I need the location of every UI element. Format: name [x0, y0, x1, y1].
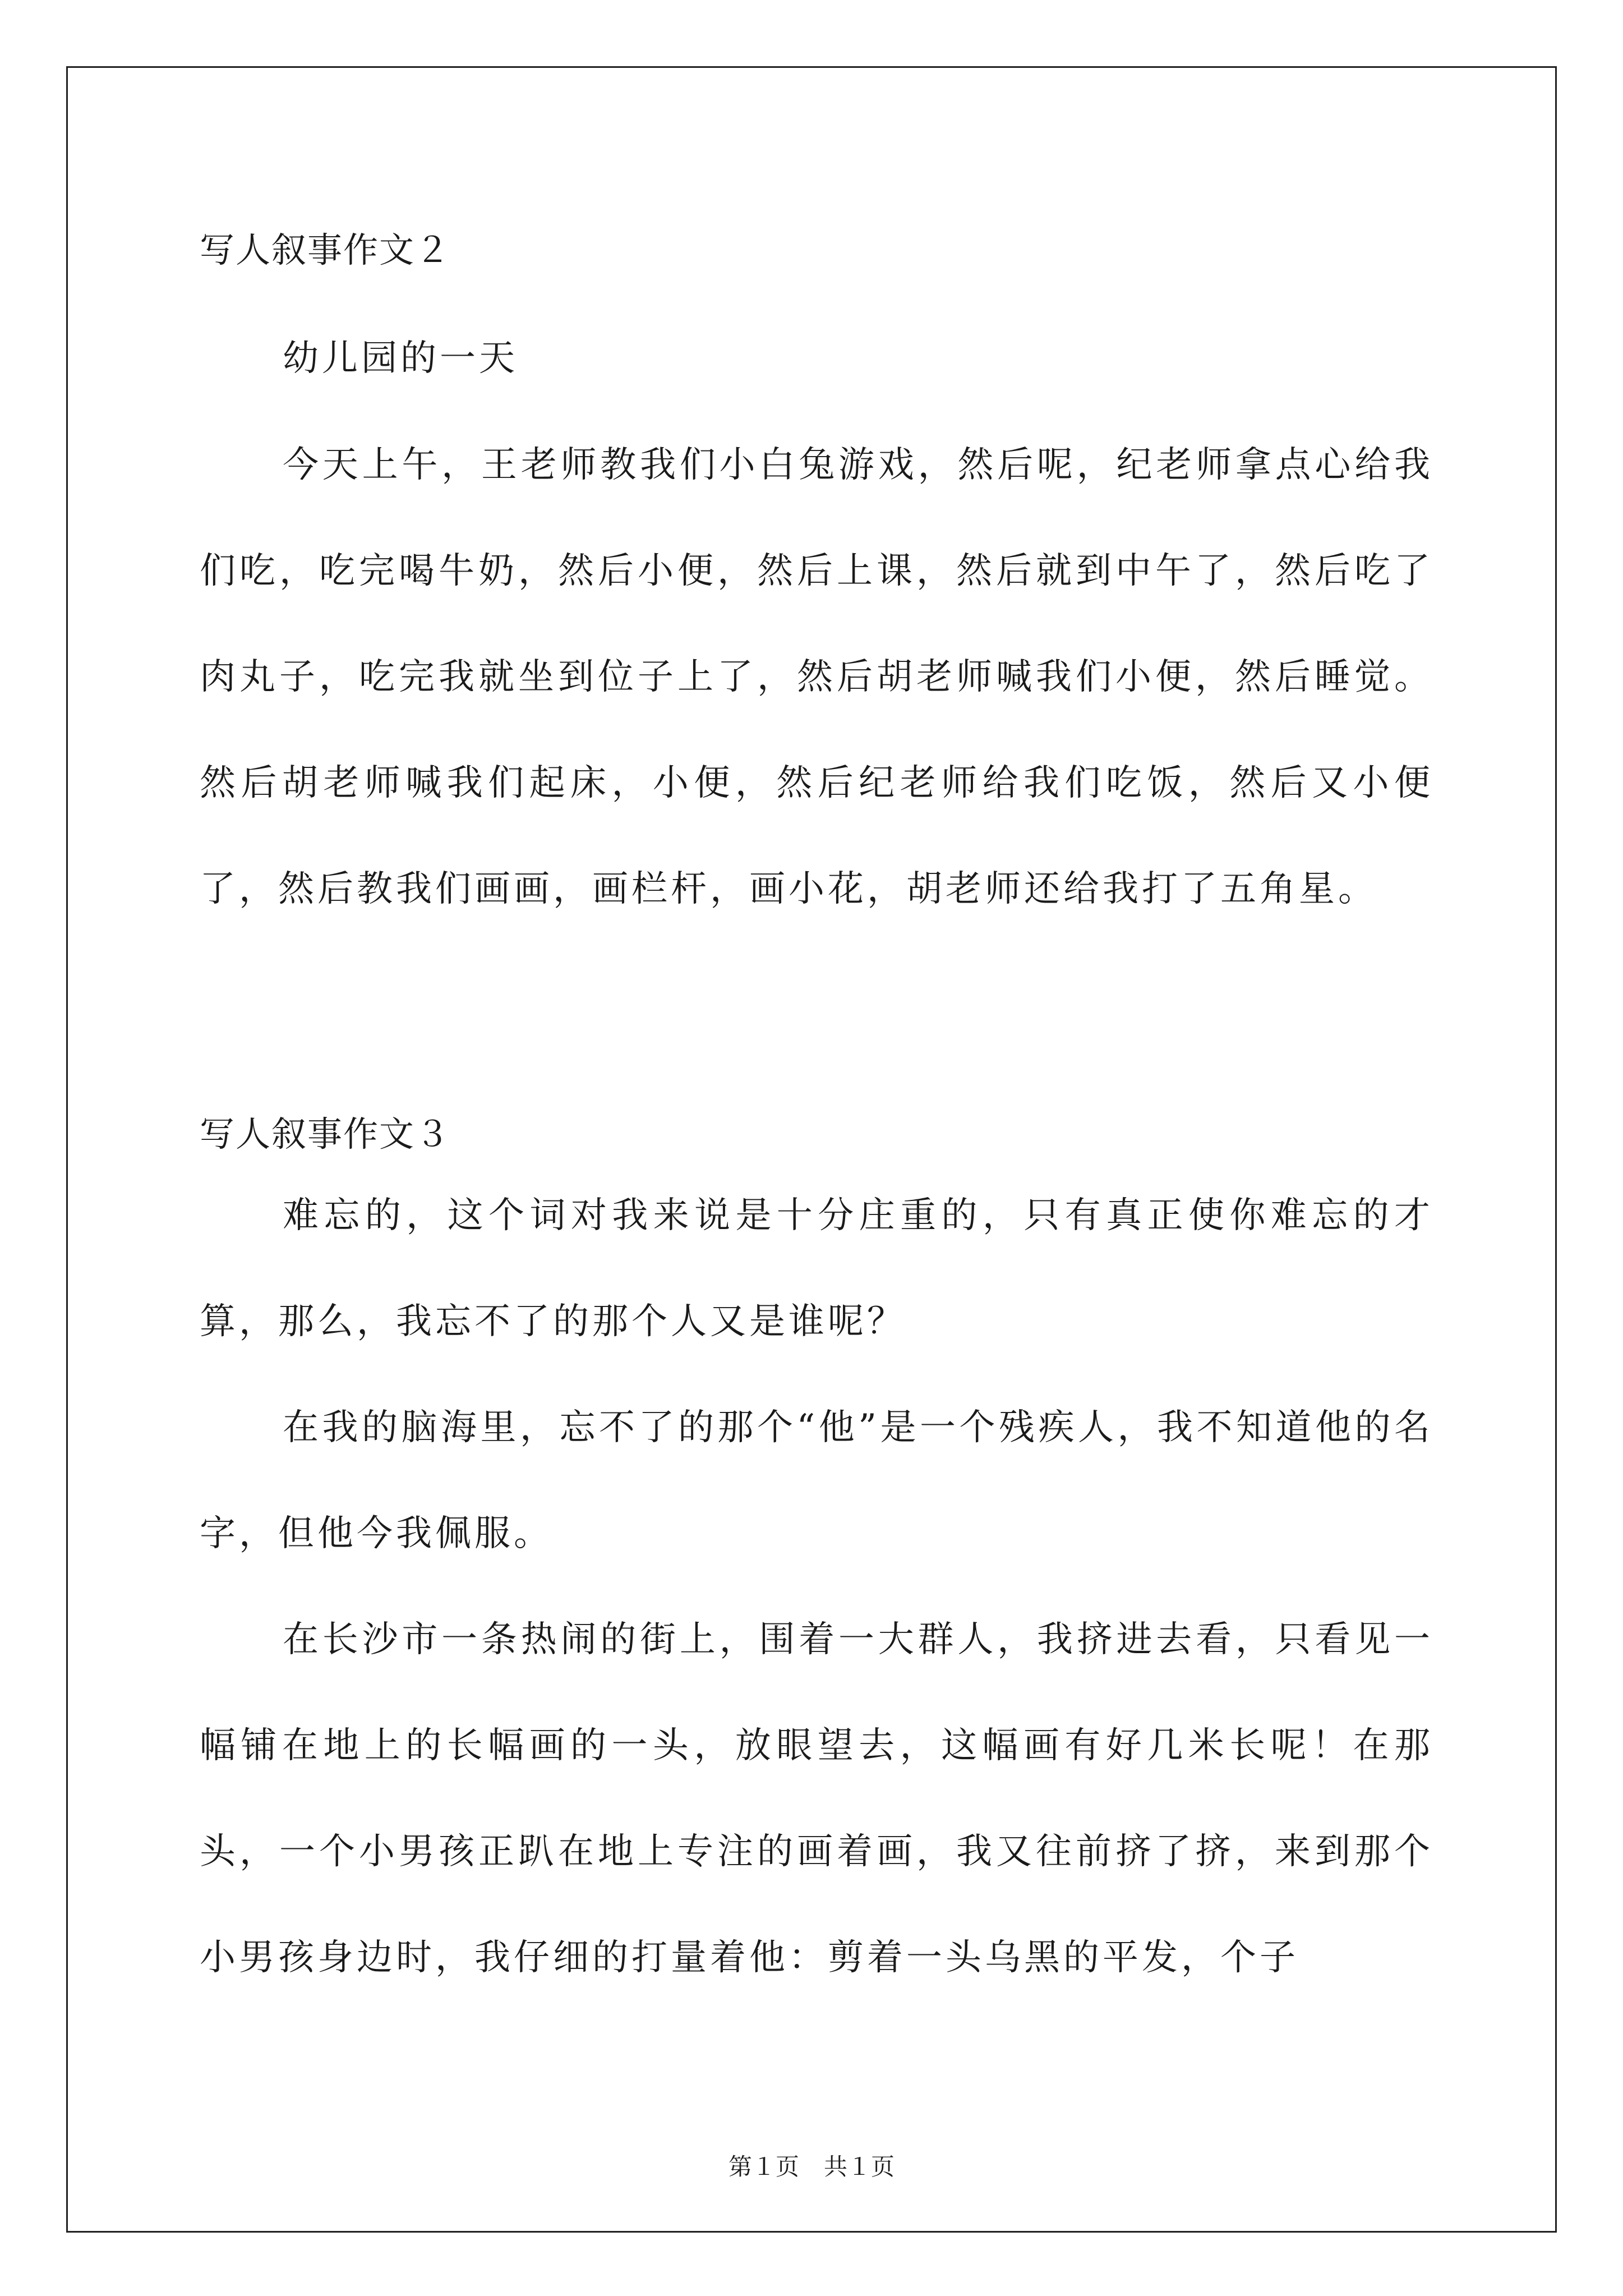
essay-title: 幼儿园的一天	[283, 338, 518, 379]
page-number: 第１页	[728, 2153, 799, 2180]
section-heading: 写人叙事作文３	[200, 1114, 451, 1154]
page-footer	[0, 2153, 1623, 2181]
body-paragraph: 在长沙市一条热闹的街上，围着一大群人，我挤进去看，只看见一幅铺在地上的长幅画的一头，放眼望去，这幅画有好几米长呢！在那头，一个小男孩正趴在地上专注的画着画，我又往前挤了挤，来到那个小男孩身边时，我仔细的打量着他：剪着一头乌黑的平发，个子	[200, 1619, 1433, 1978]
section-heading: 写人叙事作文２	[200, 229, 451, 270]
body-paragraph: 在我的脑海里，忘不了的那个“他”是一个残疾人，我不知道他的名字，但他今我佩服。	[200, 1407, 1433, 1554]
body-paragraph: 难忘的，这个词对我来说是十分庄重的，只有真正使你难忘的才算，那么，我忘不了的那个人又是谁呢？	[200, 1195, 1433, 1342]
page-total: 共１页	[824, 2153, 895, 2180]
body-paragraph: 今天上午，王老师教我们小白兔游戏，然后呢，纪老师拿点心给我们吃，吃完喝牛奶，然后小便，然后上课，然后就到中午了，然后吃了肉丸子，吃完我就坐到位子上了，然后胡老师喊我们小便，然后睡觉。然后胡老师喊我们起床，小便，然后纪老师给我们吃饭，然后又小便了，然后教我们画画，画栏杆，画小花，胡老师还给我打了五角星。	[200, 444, 1433, 910]
